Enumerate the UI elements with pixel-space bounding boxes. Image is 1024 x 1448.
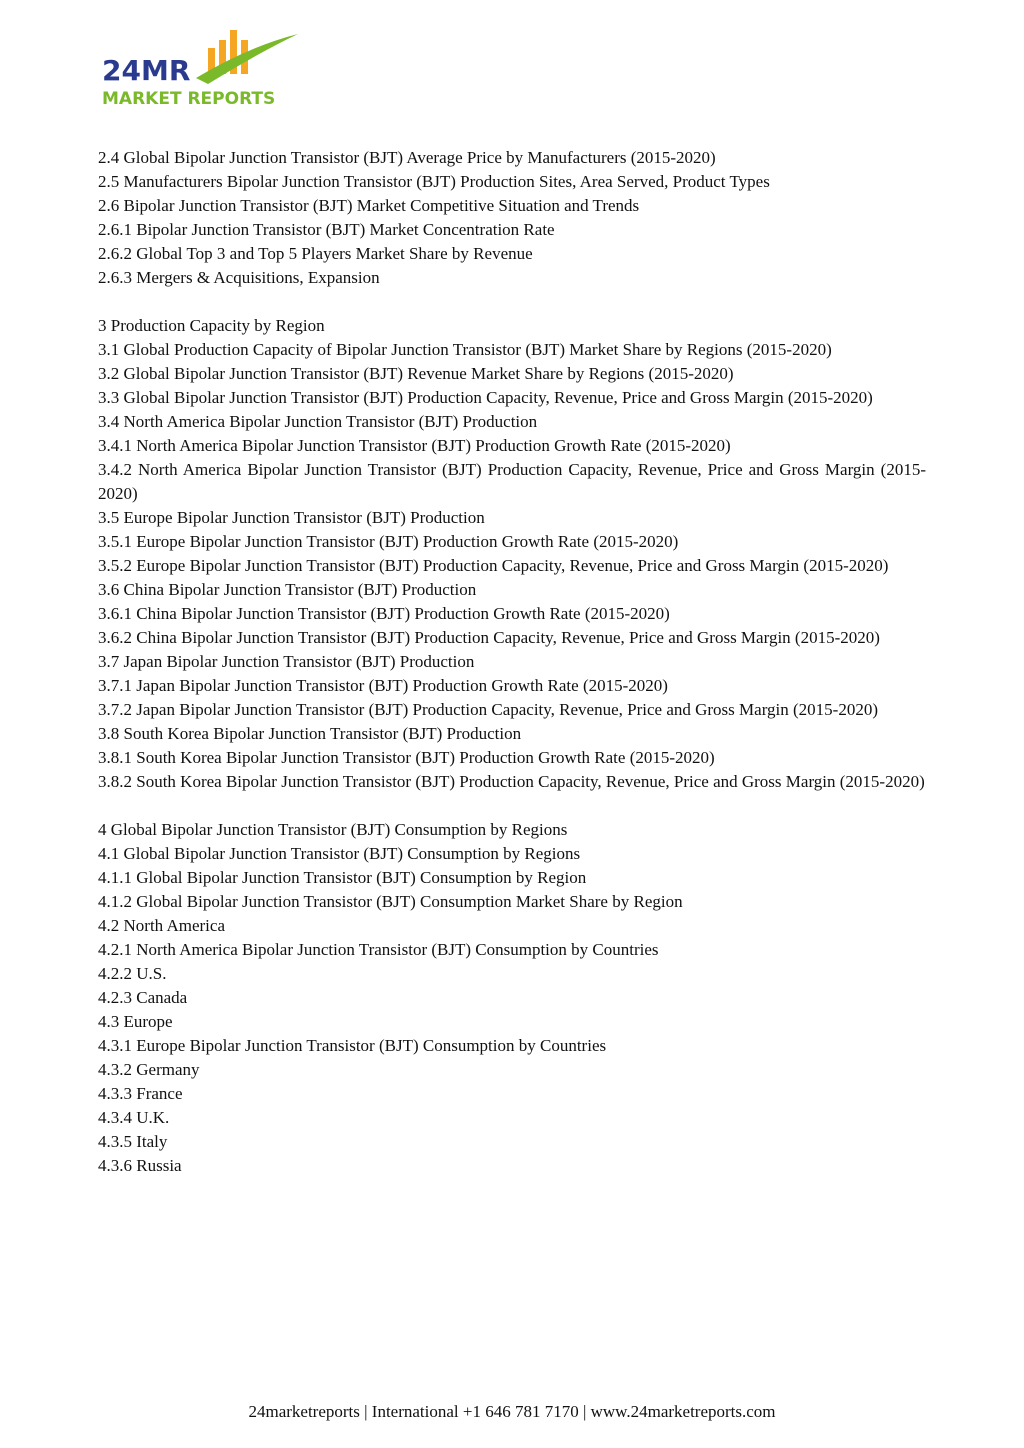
company-logo [100,26,310,110]
toc-entry: 3.4 North America Bipolar Junction Transistor (BJT) Production [98,412,538,431]
toc-entry: 2.6.3 Mergers & Acquisitions, Expansion [98,268,380,287]
toc-entry: 3.7.1 Japan Bipolar Junction Transistor (BJT) Production Growth Rate (2015-2020) [98,676,668,695]
toc-entry: 4.2.2 U.S. [98,964,167,983]
toc-entry: 3.4.2 North America Bipolar Junction Transistor (BJT) Production Capacity, Revenue, Price and Gross Margin (2015-2020) [98,460,926,503]
toc-entry: 3.8.1 South Korea Bipolar Junction Transistor (BJT) Production Growth Rate (2015-2020) [98,748,715,767]
toc-entry: 2.4 Global Bipolar Junction Transistor (BJT) Average Price by Manufacturers (2015-2020) [98,148,716,167]
toc-entry: 2.6 Bipolar Junction Transistor (BJT) Market Competitive Situation and Trends [98,196,640,215]
toc-entry: 4.3.5 Italy [98,1132,168,1151]
logo-graphic [100,26,310,110]
toc-entry: 3.5 Europe Bipolar Junction Transistor (BJT) Production [98,508,485,527]
toc-entry: 4.3 Europe [98,1012,173,1031]
toc-entry: 4.1.1 Global Bipolar Junction Transistor (BJT) Consumption by Region [98,868,587,887]
toc-entry: 4 Global Bipolar Junction Transistor (BJT) Consumption by Regions [98,820,568,839]
toc-entry: 2.6.1 Bipolar Junction Transistor (BJT) Market Concentration Rate [98,220,555,239]
page-footer: 24marketreports | International +1 646 781 7170 | www.24marketreports.com [248,1402,776,1421]
toc-entry: 3.8 South Korea Bipolar Junction Transistor (BJT) Production [98,724,522,743]
toc-entry: 3 Production Capacity by Region [98,316,325,335]
toc-entry: 3.6.1 China Bipolar Junction Transistor (BJT) Production Growth Rate (2015-2020) [98,604,670,623]
toc-entry: 2.5 Manufacturers Bipolar Junction Transistor (BJT) Production Sites, Area Served, Product Types [98,172,770,191]
logo-bottom-text: MARKET REPORTS [102,89,276,109]
toc-entry: 4.3.6 Russia [98,1156,182,1175]
toc-entry: 4.2.3 Canada [98,988,188,1007]
toc-entry: 3.4.1 North America Bipolar Junction Transistor (BJT) Production Growth Rate (2015-2020) [98,436,731,455]
toc-entry: 4.2 North America [98,916,225,935]
toc-entry: 3.2 Global Bipolar Junction Transistor (BJT) Revenue Market Share by Regions (2015-2020) [98,364,734,383]
toc-entry: 3.6.2 China Bipolar Junction Transistor (BJT) Production Capacity, Revenue, Price and Gross Margin (2015-2020) [98,628,880,647]
toc-entry: 3.3 Global Bipolar Junction Transistor (BJT) Production Capacity, Revenue, Price and Gross Margin (2015-2020) [98,388,873,407]
toc-entry: 4.1 Global Bipolar Junction Transistor (BJT) Consumption by Regions [98,844,581,863]
toc-entry: 3.6 China Bipolar Junction Transistor (BJT) Production [98,580,477,599]
toc-entry: 3.7 Japan Bipolar Junction Transistor (BJT) Production [98,652,475,671]
toc-entry: 3.1 Global Production Capacity of Bipolar Junction Transistor (BJT) Market Share by Regions (2015-2020) [98,340,832,359]
toc-entry: 4.3.2 Germany [98,1060,200,1079]
section-spacer [98,794,926,818]
toc-entry: 4.1.2 Global Bipolar Junction Transistor (BJT) Consumption Market Share by Region [98,892,683,911]
section-spacer [98,290,926,314]
toc-entry: 3.5.1 Europe Bipolar Junction Transistor (BJT) Production Growth Rate (2015-2020) [98,532,679,551]
table-of-contents [98,146,926,1178]
toc-entry: 4.3.1 Europe Bipolar Junction Transistor (BJT) Consumption by Countries [98,1036,607,1055]
logo-top-text: 24MR [102,54,191,87]
toc-entry: 4.2.1 North America Bipolar Junction Transistor (BJT) Consumption by Countries [98,940,659,959]
toc-entry: 4.3.3 France [98,1084,183,1103]
toc-entry: 3.8.2 South Korea Bipolar Junction Transistor (BJT) Production Capacity, Revenue, Price and Gross Margin (2015-2020) [98,772,925,791]
toc-entry: 2.6.2 Global Top 3 and Top 5 Players Market Share by Revenue [98,244,533,263]
toc-entry: 4.3.4 U.K. [98,1108,170,1127]
toc-entry: 3.7.2 Japan Bipolar Junction Transistor (BJT) Production Capacity, Revenue, Price and Gross Margin (2015-2020) [98,700,879,719]
toc-entry: 3.5.2 Europe Bipolar Junction Transistor (BJT) Production Capacity, Revenue, Price and Gross Margin (2015-2020) [98,556,889,575]
